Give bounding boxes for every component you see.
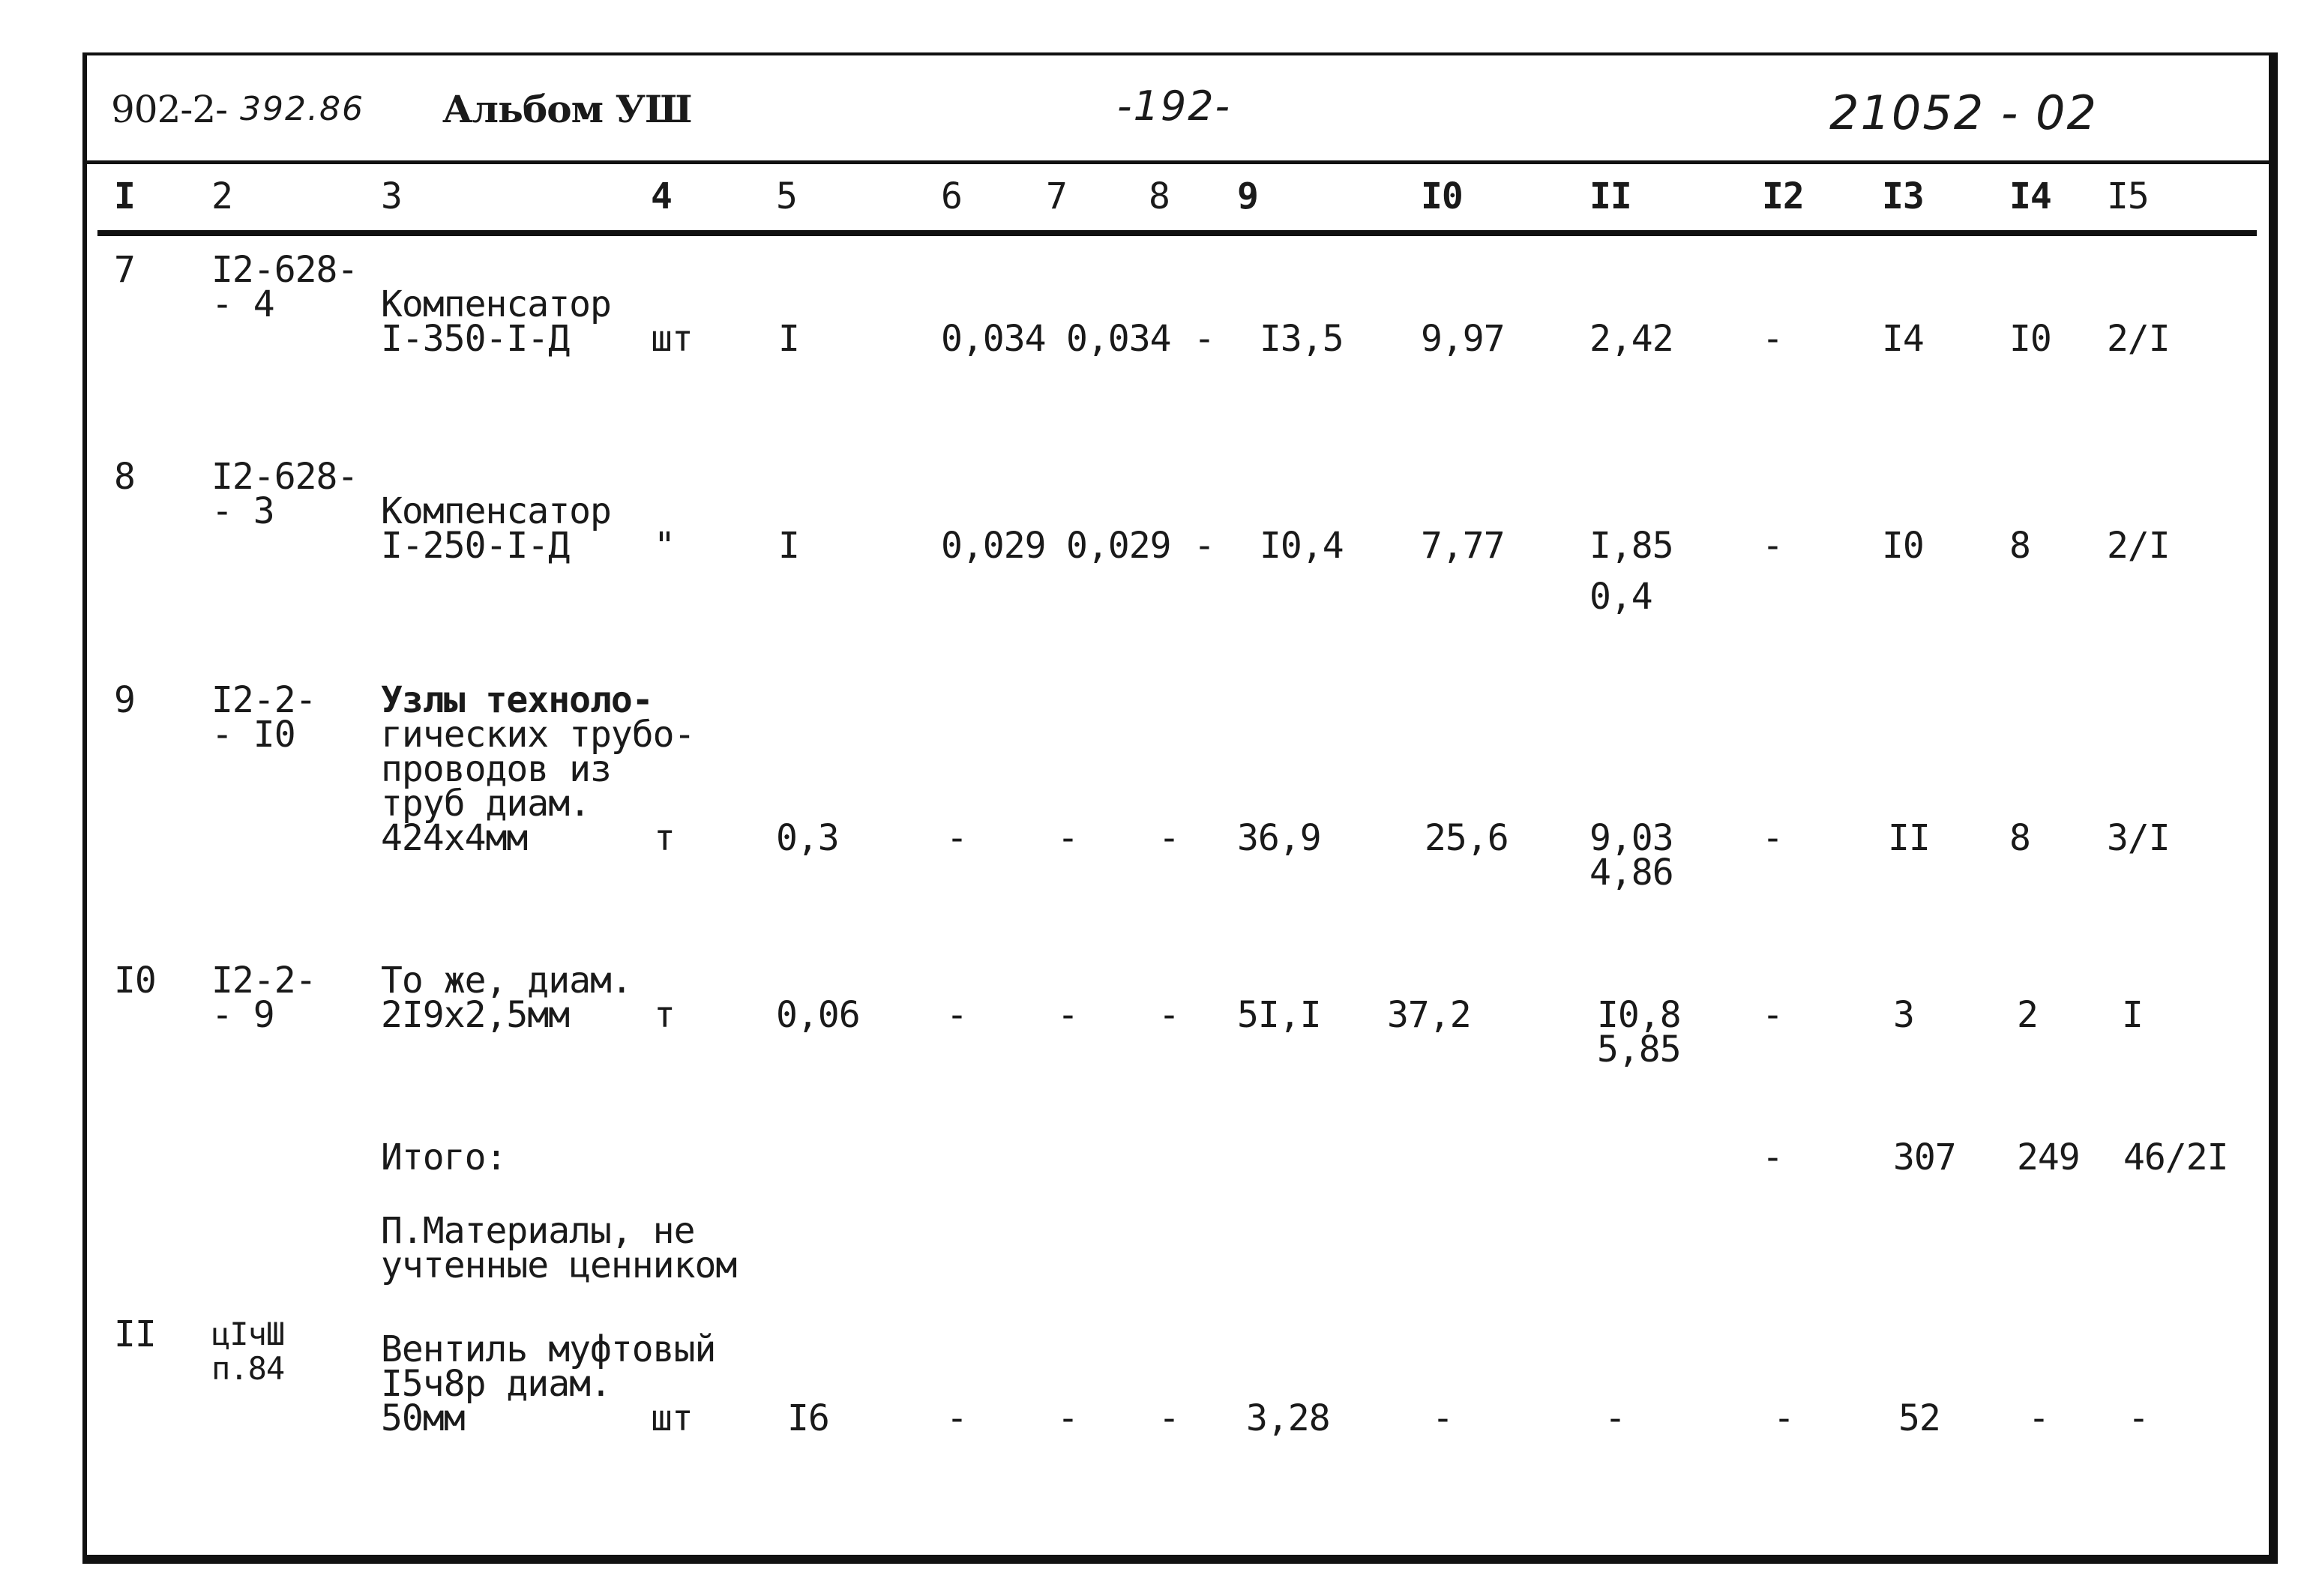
row-col14: 8 bbox=[2009, 525, 2030, 567]
row-col10: 25,6 bbox=[1425, 817, 1509, 859]
row-unit: т bbox=[654, 994, 675, 1036]
row-col6: 0,029 bbox=[941, 525, 1046, 567]
total-label: Итого: bbox=[381, 1136, 507, 1178]
row-col13: 52 bbox=[1898, 1397, 1940, 1439]
row-col9: I3,5 bbox=[1260, 318, 1344, 360]
row-col6: - bbox=[946, 994, 967, 1036]
column-header: 5 bbox=[776, 175, 797, 217]
row-name: Вентиль муфтовый bbox=[381, 1328, 716, 1370]
row-code: I2-628- bbox=[211, 456, 358, 498]
row-name: То же, диам. bbox=[381, 960, 632, 1002]
row-col7: - bbox=[1057, 994, 1078, 1036]
row-col14: - bbox=[2028, 1397, 2049, 1439]
row-col14: 8 bbox=[2009, 817, 2030, 859]
column-header: 3 bbox=[381, 175, 402, 217]
row-qty: I6 bbox=[787, 1397, 829, 1439]
row-code: - 3 bbox=[211, 490, 274, 532]
row-number: 7 bbox=[114, 249, 135, 291]
row-col8: - bbox=[1194, 525, 1215, 567]
row-name: труб диам. bbox=[381, 783, 590, 825]
row-name: проводов из bbox=[381, 748, 611, 790]
row-number: 9 bbox=[114, 679, 135, 721]
row-col6: - bbox=[946, 817, 967, 859]
row-col11: 4,86 bbox=[1589, 852, 1673, 894]
row-col8: - bbox=[1194, 318, 1215, 360]
column-header: II bbox=[1589, 175, 1631, 217]
row-col12: - bbox=[1762, 525, 1783, 567]
row-name: 424х4мм bbox=[381, 817, 528, 859]
row-col7: - bbox=[1057, 817, 1078, 859]
row-col11: - bbox=[1604, 1397, 1625, 1439]
column-header: 7 bbox=[1046, 175, 1067, 217]
document-code-handwritten: 392.86 bbox=[240, 90, 364, 128]
row-name: Компенсатор bbox=[381, 490, 611, 532]
row-code: - 4 bbox=[211, 283, 274, 325]
row-col10: - bbox=[1432, 1397, 1453, 1439]
row-col15: 2/I bbox=[2107, 318, 2170, 360]
row-col7: - bbox=[1057, 1397, 1078, 1439]
row-col14: I0 bbox=[2009, 318, 2051, 360]
row-col9: I0,4 bbox=[1260, 525, 1344, 567]
row-name: Узлы техноло- bbox=[381, 679, 653, 721]
row-code: - I0 bbox=[211, 714, 295, 756]
row-name: I-250-I-Д bbox=[381, 525, 570, 567]
section-heading: П.Материалы, не bbox=[381, 1210, 695, 1252]
row-col11: 5,85 bbox=[1597, 1029, 1681, 1070]
column-header: 9 bbox=[1237, 175, 1258, 217]
column-header: I3 bbox=[1882, 175, 1924, 217]
total-col13: 307 bbox=[1893, 1136, 1956, 1178]
row-col13: 3 bbox=[1893, 994, 1914, 1036]
total-col12: - bbox=[1762, 1136, 1783, 1178]
row-col13: II bbox=[1888, 817, 1930, 859]
section-heading: учтенные ценником bbox=[381, 1244, 737, 1286]
row-col11: 0,4 bbox=[1589, 576, 1652, 618]
row-col12: - bbox=[1762, 994, 1783, 1036]
row-number: 8 bbox=[114, 456, 135, 498]
row-col10: 9,97 bbox=[1421, 318, 1505, 360]
column-header: 6 bbox=[941, 175, 962, 217]
row-col7: 0,029 bbox=[1066, 525, 1171, 567]
row-name: гических трубо- bbox=[381, 714, 695, 756]
document-number: 21052 - 02 bbox=[1829, 85, 2098, 140]
row-unit: шт bbox=[651, 318, 693, 360]
row-col11: I,85 bbox=[1589, 525, 1673, 567]
column-header: 8 bbox=[1149, 175, 1170, 217]
header-divider bbox=[82, 160, 2278, 164]
row-col13: I4 bbox=[1882, 318, 1924, 360]
row-col6: 0,034 bbox=[941, 318, 1046, 360]
total-col14: 249 bbox=[2017, 1136, 2080, 1178]
document-code-prefix: 902-2- bbox=[111, 88, 228, 131]
row-name: I5ч8р диам. bbox=[381, 1363, 611, 1405]
row-name: Компенсатор bbox=[381, 283, 611, 325]
row-col11: 9,03 bbox=[1589, 817, 1673, 859]
row-name: 50мм bbox=[381, 1397, 465, 1439]
row-col8: - bbox=[1158, 1397, 1179, 1439]
row-col12: - bbox=[1762, 817, 1783, 859]
column-header: 4 bbox=[651, 175, 672, 217]
row-code: I2-2- bbox=[211, 960, 316, 1002]
column-header: I0 bbox=[1421, 175, 1463, 217]
column-header: I5 bbox=[2107, 175, 2149, 217]
row-code: I2-2- bbox=[211, 679, 316, 721]
row-number: I0 bbox=[114, 960, 156, 1002]
column-header: 2 bbox=[211, 175, 232, 217]
row-unit: " bbox=[654, 525, 675, 567]
page-number: -192- bbox=[1117, 82, 1232, 130]
row-col15: I bbox=[2122, 994, 2143, 1036]
row-col15: - bbox=[2128, 1397, 2149, 1439]
row-col11: I0,8 bbox=[1597, 994, 1681, 1036]
row-qty: I bbox=[778, 525, 799, 567]
row-col8: - bbox=[1158, 994, 1179, 1036]
row-qty: 0,06 bbox=[776, 994, 860, 1036]
row-col6: - bbox=[946, 1397, 967, 1439]
row-col14: 2 bbox=[2017, 994, 2038, 1036]
row-col9: 36,9 bbox=[1237, 817, 1321, 859]
column-header: I2 bbox=[1762, 175, 1804, 217]
row-col13: I0 bbox=[1882, 525, 1924, 567]
row-number: II bbox=[114, 1313, 156, 1355]
row-unit: т bbox=[654, 817, 675, 859]
column-header: I bbox=[114, 175, 135, 217]
row-qty: 0,3 bbox=[776, 817, 839, 859]
row-col15: 3/I bbox=[2107, 817, 2170, 859]
row-name: I-350-I-Д bbox=[381, 318, 570, 360]
row-col12: - bbox=[1762, 318, 1783, 360]
row-code: цIчШ bbox=[211, 1316, 285, 1352]
row-qty: I bbox=[778, 318, 799, 360]
row-col8: - bbox=[1158, 817, 1179, 859]
row-unit: шт bbox=[651, 1397, 693, 1439]
row-col7: 0,034 bbox=[1066, 318, 1171, 360]
row-col12: - bbox=[1773, 1397, 1794, 1439]
row-code: п.84 bbox=[211, 1350, 285, 1387]
row-col9: 3,28 bbox=[1246, 1397, 1330, 1439]
column-header-divider bbox=[97, 230, 2257, 236]
row-col11: 2,42 bbox=[1589, 318, 1673, 360]
row-col9: 5I,I bbox=[1237, 994, 1321, 1036]
column-header: I4 bbox=[2009, 175, 2051, 217]
row-col10: 7,77 bbox=[1421, 525, 1505, 567]
row-code: - 9 bbox=[211, 994, 274, 1036]
row-col10: 37,2 bbox=[1387, 994, 1471, 1036]
row-name: 2I9х2,5мм bbox=[381, 994, 570, 1036]
album-title: Альбом УШ bbox=[442, 87, 692, 131]
total-col15: 46/2I bbox=[2123, 1136, 2228, 1178]
row-code: I2-628- bbox=[211, 249, 358, 291]
row-col15: 2/I bbox=[2107, 525, 2170, 567]
